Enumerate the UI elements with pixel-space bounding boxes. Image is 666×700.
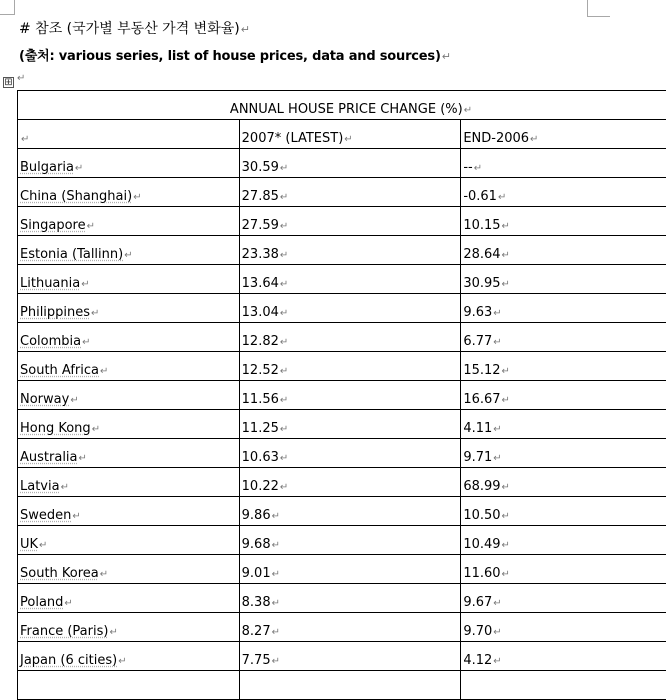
- paragraph-mark-icon: ↵: [272, 656, 280, 667]
- cell-latest: [239, 555, 461, 584]
- paragraph-mark-icon: ↵: [493, 424, 501, 435]
- cell-latest-text: 8.27: [242, 624, 271, 639]
- table-row: [18, 149, 666, 178]
- paragraph-mark-icon: ↵: [82, 337, 90, 348]
- cell-latest: [239, 236, 461, 265]
- cell-end-2006-text: 9.67: [463, 595, 492, 610]
- cell-country: [18, 410, 240, 439]
- paragraph-mark-icon: ↵: [280, 250, 288, 261]
- table-row: [18, 381, 666, 410]
- table-row: [18, 642, 666, 671]
- paragraph-mark-icon: ↵: [124, 250, 132, 261]
- paragraph-mark-icon: ↵: [280, 337, 288, 348]
- paragraph-mark-icon: ↵: [109, 627, 117, 638]
- cell-end-2006-text: 9.63: [463, 305, 492, 320]
- cell-latest: [239, 381, 461, 410]
- cell-country-text: Estonia (Tallinn): [20, 247, 123, 262]
- cell-latest-text: 9.86: [242, 508, 271, 523]
- cell-end-2006: [461, 584, 666, 613]
- paragraph-mark-icon: ↵: [442, 50, 451, 63]
- paragraph-mark-icon: ↵: [91, 308, 99, 319]
- cell-end-2006: [461, 497, 666, 526]
- cell-country-text: South Africa: [20, 363, 99, 378]
- paragraph-mark-icon: ↵: [464, 105, 472, 116]
- cell-country-text: Colombia: [20, 334, 81, 349]
- table-move-handle-icon[interactable]: ⊞: [3, 77, 14, 88]
- table-row: [18, 294, 666, 323]
- paragraph-mark-icon: ↵: [81, 279, 89, 290]
- paragraph-mark-icon: ↵: [493, 337, 501, 348]
- cell-country-text: Singapore: [20, 218, 86, 233]
- cell-latest-text: 7.75: [242, 653, 271, 668]
- paragraph-mark-icon: ↵: [280, 163, 288, 174]
- cell-end-2006-text: 15.12: [463, 363, 500, 378]
- cell-latest-text: 10.63: [242, 450, 279, 465]
- cell-end-2006: [461, 178, 666, 207]
- paragraph-mark-icon: ↵: [280, 453, 288, 464]
- cell-country-text: South Korea: [20, 566, 99, 581]
- cell-end-2006-text: 10.15: [463, 218, 500, 233]
- paragraph-mark-icon: ↵: [280, 482, 288, 493]
- cell-country: [18, 439, 240, 468]
- cell-latest-text: 11.25: [242, 421, 279, 436]
- cell-end-2006-text: 10.49: [463, 537, 500, 552]
- cell-end-2006: [461, 265, 666, 294]
- cell-end-2006-text: 4.11: [463, 421, 492, 436]
- cell-latest: [239, 439, 461, 468]
- cell-latest-text: 13.04: [242, 305, 279, 320]
- table-row: [18, 671, 666, 700]
- cell-latest-text: 10.22: [242, 479, 279, 494]
- table-row: [18, 613, 666, 642]
- cell-end-2006: [461, 439, 666, 468]
- paragraph-mark-icon: ↵: [280, 308, 288, 319]
- header-end-2006: [461, 120, 666, 149]
- cell-latest-text: 27.85: [242, 189, 279, 204]
- source-note-text: (출처: various series, list of house prices, data and sources): [19, 49, 441, 64]
- cell-country: [18, 265, 240, 294]
- table-row: [18, 236, 666, 265]
- cell-end-2006-text: 9.71: [463, 450, 492, 465]
- paragraph-mark-icon: ↵: [280, 395, 288, 406]
- cell-latest: [239, 642, 461, 671]
- cell-latest-text: 12.82: [242, 334, 279, 349]
- paragraph-mark-icon: ↵: [502, 279, 510, 290]
- table-row: [18, 526, 666, 555]
- cell-latest: [239, 352, 461, 381]
- cell-latest-text: 8.38: [242, 595, 271, 610]
- cell-country: [18, 149, 240, 178]
- cell-country: [18, 207, 240, 236]
- paragraph-mark-icon: ↵: [72, 511, 80, 522]
- cell-end-2006: [461, 613, 666, 642]
- cell-end-2006: [461, 236, 666, 265]
- paragraph-mark-icon: ↵: [272, 569, 280, 580]
- cell-latest: [239, 410, 461, 439]
- document-title: [19, 18, 250, 38]
- cell-end-2006: [461, 352, 666, 381]
- paragraph-mark-icon: ↵: [280, 279, 288, 290]
- cell-latest-text: 9.01: [242, 566, 271, 581]
- cell-end-2006: [461, 410, 666, 439]
- paragraph-mark-icon: ↵: [493, 627, 501, 638]
- page-corner-mark-left: [0, 0, 15, 15]
- table-header-row: [18, 120, 666, 149]
- table-caption-row: [18, 91, 666, 120]
- table-row: [18, 584, 666, 613]
- paragraph-mark-icon: ↵: [280, 424, 288, 435]
- document-title-text: # 참조 (국가별 부동산 가격 변화율): [19, 21, 240, 37]
- cell-country: [18, 555, 240, 584]
- cell-country: [18, 497, 240, 526]
- paragraph-mark-icon: ↵: [39, 540, 47, 551]
- cell-country-text: UK: [20, 537, 38, 552]
- table-row: [18, 410, 666, 439]
- cell-country-text: Sweden: [20, 508, 71, 523]
- cell-country-text: Latvia: [20, 479, 60, 494]
- cell-end-2006-text: 11.60: [463, 566, 500, 581]
- paragraph-mark-icon: ↵: [493, 656, 501, 667]
- cell-end-2006-text: 10.50: [463, 508, 500, 523]
- cell-latest: [239, 294, 461, 323]
- cell-end-2006-text: 28.64: [463, 247, 500, 262]
- paragraph-mark-icon: ↵: [344, 134, 352, 145]
- paragraph-mark-icon: ↵: [241, 23, 250, 36]
- cell-country: [18, 294, 240, 323]
- paragraph-mark-icon: ↵: [133, 192, 141, 203]
- cell-latest: [239, 323, 461, 352]
- cell-latest: [239, 149, 461, 178]
- cell-end-2006: [461, 294, 666, 323]
- cell-country: [18, 352, 240, 381]
- cell-end-2006: [461, 323, 666, 352]
- paragraph-mark-icon: ↵: [64, 598, 72, 609]
- paragraph-mark-icon: ↵: [92, 424, 100, 435]
- cell-country: [18, 642, 240, 671]
- paragraph-mark-icon: ↵: [21, 134, 29, 145]
- cell-country-text: Bulgaria: [20, 160, 74, 175]
- cell-country: [18, 178, 240, 207]
- cell-latest-text: 12.52: [242, 363, 279, 378]
- paragraph-mark-icon: ↵: [502, 250, 510, 261]
- page-corner-mark-right: [587, 0, 610, 17]
- cell-end-2006: [461, 381, 666, 410]
- table-row: [18, 555, 666, 584]
- cell-end-2006-text: 16.67: [463, 392, 500, 407]
- cell-end-2006: [461, 149, 666, 178]
- source-note: [19, 45, 451, 64]
- paragraph-mark-icon: ↵: [493, 453, 501, 464]
- paragraph-mark-icon: ↵: [502, 366, 510, 377]
- paragraph-mark-icon: ↵: [75, 163, 83, 174]
- paragraph-mark-icon: ↵: [272, 511, 280, 522]
- paragraph-mark-icon: ↵: [502, 540, 510, 551]
- cell-latest-text: 9.68: [242, 537, 271, 552]
- cell-latest-text: 13.64: [242, 276, 279, 291]
- paragraph-mark-icon: ↵: [17, 73, 25, 84]
- paragraph-mark-icon: ↵: [272, 598, 280, 609]
- table-row: [18, 323, 666, 352]
- cell-country-text: Hong Kong: [20, 421, 91, 436]
- cell-country: [18, 613, 240, 642]
- cell-latest: [239, 265, 461, 294]
- cell-end-2006-text: 4.12: [463, 653, 492, 668]
- cell-country-text: Lithuania: [20, 276, 80, 291]
- header-latest: [239, 120, 461, 149]
- header-end-2006-text: END-2006: [463, 131, 529, 146]
- paragraph-mark-icon: ↵: [474, 163, 482, 174]
- paragraph-mark-icon: ↵: [100, 366, 108, 377]
- cell-latest: [239, 178, 461, 207]
- paragraph-mark-icon: ↵: [100, 569, 108, 580]
- cell-end-2006-text: 9.70: [463, 624, 492, 639]
- paragraph-mark-icon: ↵: [493, 598, 501, 609]
- paragraph-mark-icon: ↵: [280, 366, 288, 377]
- paragraph-mark-icon: ↵: [87, 221, 95, 232]
- cell-latest-text: 30.59: [242, 160, 279, 175]
- cell-country: [18, 526, 240, 555]
- cell-end-2006-text: --: [463, 160, 472, 175]
- cell-end-2006: [461, 642, 666, 671]
- paragraph-mark-icon: ↵: [502, 511, 510, 522]
- cell-end-2006-text: 68.99: [463, 479, 500, 494]
- cell-country: [18, 584, 240, 613]
- cell-country-text: China (Shanghai): [20, 189, 132, 204]
- header-country: [18, 120, 240, 149]
- cell-country: [18, 381, 240, 410]
- cell-end-2006: [461, 555, 666, 584]
- table-caption: [18, 91, 666, 120]
- cell-latest: [239, 584, 461, 613]
- cell-country-text: France (Paris): [20, 624, 108, 639]
- paragraph-mark-icon: ↵: [70, 395, 78, 406]
- paragraph-mark-icon: ↵: [530, 134, 538, 145]
- cell-end-2006: [461, 468, 666, 497]
- paragraph-mark-icon: ↵: [493, 308, 501, 319]
- table-caption-text: ANNUAL HOUSE PRICE CHANGE (%): [230, 102, 463, 117]
- cell-latest: [239, 497, 461, 526]
- cell-latest: [239, 671, 461, 700]
- cell-latest-text: 23.38: [242, 247, 279, 262]
- header-latest-text: 2007* (LATEST): [242, 131, 344, 146]
- cell-latest: [239, 207, 461, 236]
- cell-latest: [239, 613, 461, 642]
- table-row: [18, 178, 666, 207]
- cell-end-2006: [461, 671, 666, 700]
- paragraph-mark-icon: ↵: [498, 192, 506, 203]
- cell-country-text: Japan (6 cities): [20, 653, 117, 668]
- paragraph-mark-icon: ↵: [118, 656, 126, 667]
- cell-country-text: Poland: [20, 595, 63, 610]
- cell-country-text: Norway: [20, 392, 69, 407]
- paragraph-mark-icon: ↵: [272, 627, 280, 638]
- table-row: [18, 352, 666, 381]
- cell-end-2006-text: -0.61: [463, 189, 497, 204]
- paragraph-mark-icon: ↵: [280, 221, 288, 232]
- table-row: [18, 439, 666, 468]
- house-price-table: [17, 90, 666, 700]
- cell-country: [18, 468, 240, 497]
- paragraph-mark-icon: ↵: [502, 482, 510, 493]
- cell-end-2006: [461, 207, 666, 236]
- cell-latest: [239, 526, 461, 555]
- cell-end-2006-text: 30.95: [463, 276, 500, 291]
- paragraph-mark-icon: ↵: [502, 221, 510, 232]
- cell-end-2006: [461, 526, 666, 555]
- table-row: [18, 207, 666, 236]
- cell-country: [18, 236, 240, 265]
- paragraph-mark-icon: ↵: [502, 569, 510, 580]
- paragraph-mark-icon: ↵: [280, 192, 288, 203]
- paragraph-mark-icon: ↵: [61, 482, 69, 493]
- cell-country-text: Philippines: [20, 305, 90, 320]
- cell-latest-text: 11.56: [242, 392, 279, 407]
- cell-country-text: Australia: [20, 450, 78, 465]
- cell-country: [18, 671, 240, 700]
- table-row: [18, 497, 666, 526]
- paragraph-mark-icon: ↵: [272, 540, 280, 551]
- paragraph-mark-icon: ↵: [79, 453, 87, 464]
- paragraph-mark-icon: ↵: [502, 395, 510, 406]
- cell-latest-text: 27.59: [242, 218, 279, 233]
- cell-latest: [239, 468, 461, 497]
- table-row: [18, 265, 666, 294]
- cell-end-2006-text: 6.77: [463, 334, 492, 349]
- table-row: [18, 468, 666, 497]
- cell-country: [18, 323, 240, 352]
